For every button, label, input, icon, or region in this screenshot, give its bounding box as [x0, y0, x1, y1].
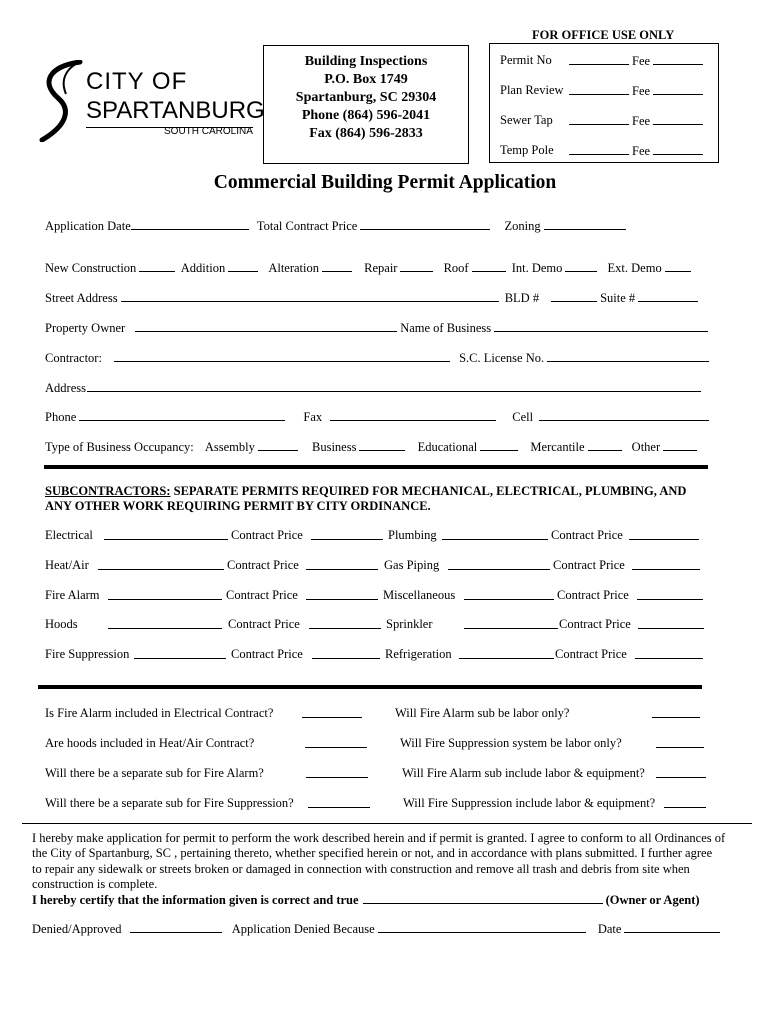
contract-price-label: Contract Price [227, 558, 299, 572]
fax-field[interactable] [330, 409, 496, 421]
assembly-label: Assembly [204, 440, 255, 454]
suite-field[interactable] [638, 290, 698, 302]
sub-trade-label: Fire Suppression [45, 647, 130, 661]
street-address-label: Street Address [45, 291, 118, 305]
office-row-label: Plan Review [500, 83, 564, 97]
signature-field[interactable] [363, 892, 603, 904]
fire-suppression-price-field[interactable] [312, 647, 380, 659]
contract-price-label: Contract Price [228, 617, 300, 631]
business-name-label: Name of Business [400, 321, 492, 335]
license-field[interactable] [547, 350, 709, 362]
educational-label: Educational [417, 440, 478, 454]
declaration-line: the City of Spartanburg, SC , pertaining thereto, whether specified herein or not, and in accordance with plans submitted. I further agree [32, 846, 713, 861]
cell-label: Cell [512, 410, 534, 424]
roof-label: Roof [443, 261, 469, 275]
sub-trade-label: Plumbing [388, 528, 437, 542]
contractor-field[interactable] [114, 350, 450, 362]
sub-trade-label: Electrical [45, 528, 93, 542]
electrical-field[interactable] [104, 528, 228, 540]
refrigeration-price-field[interactable] [635, 647, 703, 659]
plan-review-field[interactable] [569, 83, 629, 95]
occupancy-label: Type of Business Occupancy: [45, 440, 194, 454]
temp-pole-fee-field[interactable] [653, 143, 703, 155]
assembly-field[interactable] [258, 439, 298, 451]
fire-alarm-field[interactable] [108, 588, 222, 600]
business-label: Business [312, 440, 357, 454]
q6-answer-field[interactable] [656, 766, 706, 778]
fee-label: Fee [632, 54, 651, 68]
address-line: Spartanburg, SC 29304 [295, 90, 437, 105]
hoods-price-field[interactable] [309, 617, 381, 629]
subcontractors-note-2: ANY OTHER WORK REQUIRING PERMIT BY CITY ORDINANCE. [45, 499, 431, 513]
q8-answer-field[interactable] [664, 796, 706, 808]
q5-answer-field[interactable] [306, 766, 368, 778]
miscellaneous-field[interactable] [464, 588, 554, 600]
miscellaneous-price-field[interactable] [637, 588, 703, 600]
owner-label: Property Owner [45, 321, 126, 335]
repair-label: Repair [364, 261, 398, 275]
certify-label: I hereby certify that the information given is correct and true [32, 893, 359, 908]
addition-field[interactable] [228, 260, 258, 272]
office-row-label: Temp Pole [500, 143, 554, 157]
office-use-title: FOR OFFICE USE ONLY [532, 28, 675, 42]
electrical-price-field[interactable] [311, 528, 383, 540]
contract-price-label: Contract Price [553, 558, 625, 572]
fee-label: Fee [632, 144, 651, 158]
educational-field[interactable] [480, 439, 518, 451]
office-row-label: Sewer Tap [500, 113, 553, 127]
temp-pole-field[interactable] [569, 143, 629, 155]
denied-approved-field[interactable] [130, 921, 222, 933]
suite-label: Suite # [600, 291, 636, 305]
address-line: Fax (864) 596-2833 [309, 126, 423, 141]
sub-trade-label: Gas Piping [384, 558, 440, 572]
declaration-divider [22, 823, 752, 824]
plumbing-price-field[interactable] [629, 528, 699, 540]
q3-answer-field[interactable] [305, 736, 367, 748]
declaration-line: construction is complete. [32, 876, 158, 891]
repair-field[interactable] [400, 260, 433, 272]
sewer-tap-fee-field[interactable] [653, 113, 703, 125]
fire-suppression-field[interactable] [134, 647, 226, 659]
question-label: Is Fire Alarm included in Electrical Contract? [45, 706, 274, 720]
logo-spartanburg: SPARTANBURG [86, 97, 265, 124]
gas-piping-field[interactable] [448, 558, 550, 570]
address-line: P.O. Box 1749 [324, 72, 408, 87]
office-temp-row [500, 143, 554, 158]
ext-demo-field[interactable] [665, 260, 691, 272]
fax-label: Fax [303, 410, 323, 424]
alteration-field[interactable] [322, 260, 352, 272]
mercantile-label: Mercantile [530, 440, 585, 454]
office-plan-row [500, 83, 564, 98]
office-row-label: Permit No [500, 53, 552, 67]
address-block [263, 53, 469, 143]
footer-row [32, 921, 723, 937]
fee-label: Fee [632, 84, 651, 98]
street-address-field[interactable] [121, 290, 499, 302]
roof-field[interactable] [472, 260, 506, 272]
business-name-field[interactable] [494, 320, 708, 332]
page-title: Commercial Building Permit Application [213, 172, 557, 193]
mercantile-field[interactable] [588, 439, 622, 451]
contract-price-label: Contract Price [557, 588, 629, 602]
question-label: Will Fire Alarm sub include labor & equipment? [402, 766, 645, 780]
contract-price-label: Contract Price [231, 647, 303, 661]
question-label: Will there be a separate sub for Fire Suppression? [45, 796, 294, 810]
date-field[interactable] [624, 921, 720, 933]
business-field[interactable] [359, 439, 405, 451]
question-label: Will Fire Suppression include labor & equipment? [403, 796, 656, 810]
int-demo-field[interactable] [565, 260, 597, 272]
phone-label: Phone [45, 410, 77, 424]
plumbing-field[interactable] [442, 528, 548, 540]
denied-approved-label: Denied/Approved [32, 922, 122, 936]
contractor-label: Contractor: [45, 351, 102, 365]
contract-price-label: Contract Price [226, 588, 298, 602]
sprinkler-field[interactable] [464, 617, 558, 629]
zoning-field[interactable] [544, 218, 626, 230]
question-label: Will Fire Suppression system be labor only? [400, 736, 622, 750]
gas-piping-price-field[interactable] [632, 558, 700, 570]
q4-answer-field[interactable] [656, 736, 704, 748]
address-field[interactable] [87, 380, 701, 392]
declaration-text [32, 831, 725, 908]
sewer-tap-field[interactable] [569, 113, 629, 125]
contract-price-label: Contract Price [555, 647, 627, 661]
section-divider [38, 685, 702, 689]
q2-answer-field[interactable] [652, 706, 700, 718]
logo-south-carolina: SOUTH CAROLINA [164, 126, 253, 137]
question-label: Will Fire Alarm sub be labor only? [395, 706, 570, 720]
cell-field[interactable] [539, 409, 709, 421]
address-label: Address [45, 381, 86, 395]
subcontractors-heading [45, 484, 686, 514]
plan-review-fee-field[interactable] [653, 83, 703, 95]
int-demo-label: Int. Demo [511, 261, 563, 275]
new-construction-label: New Construction [45, 261, 137, 275]
office-permit-row [500, 53, 552, 68]
license-label: S.C. License No. [459, 351, 545, 365]
heat-air-field[interactable] [98, 558, 224, 570]
permit-no-field[interactable] [569, 53, 629, 65]
sprinkler-price-field[interactable] [638, 617, 704, 629]
ext-demo-label: Ext. Demo [607, 261, 662, 275]
contract-price-label: Contract Price [551, 528, 623, 542]
denied-because-field[interactable] [378, 921, 586, 933]
contract-price-label: Contract Price [559, 617, 631, 631]
subcontractors-label: SUBCONTRACTORS: [45, 484, 171, 498]
logo-city-of: CITY OF [86, 68, 188, 95]
app-date-field[interactable] [131, 218, 249, 230]
section-divider [44, 465, 708, 469]
addition-label: Addition [180, 261, 226, 275]
q1-answer-field[interactable] [302, 706, 362, 718]
fee-label: Fee [632, 114, 651, 128]
phone-field[interactable] [79, 409, 285, 421]
question-label: Are hoods included in Heat/Air Contract? [45, 736, 255, 750]
fire-alarm-price-field[interactable] [306, 588, 378, 600]
owner-agent-label: (Owner or Agent) [605, 893, 700, 908]
owner-field[interactable] [135, 320, 397, 332]
office-sewer-row [500, 113, 553, 128]
s-swoosh-icon [36, 60, 86, 142]
heat-air-price-field[interactable] [306, 558, 378, 570]
certification-line [32, 892, 725, 908]
sub-trade-label: Hoods [45, 617, 78, 631]
sub-trade-label: Refrigeration [385, 647, 452, 661]
contract-price-label: Contract Price [231, 528, 303, 542]
sub-trade-label: Fire Alarm [45, 588, 100, 602]
bld-field[interactable] [551, 290, 597, 302]
declaration-line: to repair any sidewalk or streets broken or damaged in connection with construction and remove all trash and debris from site when [32, 861, 690, 876]
other-field[interactable] [663, 439, 697, 451]
sub-trade-label: Sprinkler [386, 617, 433, 631]
alteration-label: Alteration [268, 261, 320, 275]
sub-trade-label: Heat/Air [45, 558, 89, 572]
app-date-label: Application Date [45, 219, 131, 233]
new-construction-field[interactable] [139, 260, 175, 272]
other-label: Other [631, 440, 661, 454]
address-line: Building Inspections [304, 54, 428, 69]
declaration-line: I hereby make application for permit to perform the work described herein and if permit is granted. I agree to conform to all Ordinances of [32, 831, 726, 845]
bld-label: BLD # [504, 291, 540, 305]
question-label: Will there be a separate sub for Fire Alarm? [45, 766, 264, 780]
subcontractors-note: SEPARATE PERMITS REQUIRED FOR MECHANICAL, ELECTRICAL, PLUMBING, AND [170, 484, 687, 498]
zoning-label: Zoning [504, 219, 541, 233]
denied-because-label: Application Denied Because [231, 922, 375, 936]
hoods-field[interactable] [108, 617, 222, 629]
total-price-label: Total Contract Price [256, 219, 358, 233]
refrigeration-field[interactable] [459, 647, 554, 659]
address-line: Phone (864) 596-2041 [301, 108, 431, 123]
sub-trade-label: Miscellaneous [383, 588, 456, 602]
q7-answer-field[interactable] [308, 796, 370, 808]
date-label: Date [597, 922, 622, 936]
total-price-field[interactable] [360, 218, 490, 230]
permit-fee-field[interactable] [653, 53, 703, 65]
